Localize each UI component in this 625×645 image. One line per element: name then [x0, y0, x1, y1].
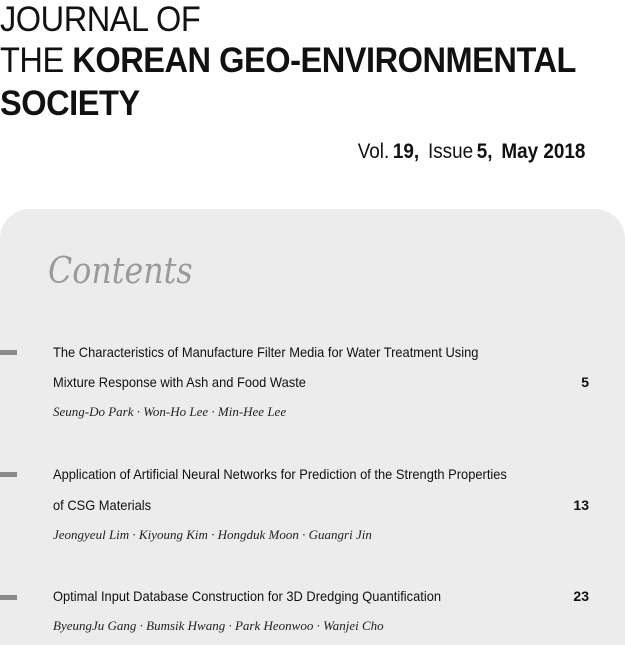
toc-authors: Jeongyeul Lim · Kiyoung Kim · Hongduk Moon · Guangri Jin — [53, 527, 372, 542]
toc-title-line-1: The Characteristics of Manufacture Filter Media for Water Treatment Using — [53, 344, 479, 360]
issue-date: May 2018 — [501, 140, 586, 163]
toc-authors: Seung-Do Park · Won-Ho Lee · Min-Hee Lee — [53, 404, 287, 419]
toc-page-number: 5 — [581, 374, 589, 390]
toc-page-number: 13 — [573, 497, 589, 513]
toc-authors: ByeungJu Gang · Bumsik Hwang · Park Heonwoo · Wanjei Cho — [53, 618, 384, 633]
toc-page-number: 23 — [573, 588, 589, 604]
toc-bullet-bar — [0, 350, 17, 355]
toc-title-line-2: Mixture Response with Ash and Food Waste — [53, 374, 306, 390]
masthead-line-2-bold: KOREAN GEO-ENVIRONMENTAL — [72, 41, 576, 80]
toc-title-line-1: Application of Artificial Neural Networks for Prediction of the Strength Properties — [53, 466, 507, 482]
masthead-line-2-prefix: THE — [0, 41, 73, 80]
toc-title-line-1: Optimal Input Database Construction for 3D Dredging Quantification — [53, 588, 442, 604]
volume-label: Vol. — [357, 140, 390, 163]
toc-bullet-bar — [0, 595, 17, 600]
masthead-line-2 — [0, 41, 576, 81]
toc-bullet-bar — [0, 472, 17, 477]
volume-value: 19, — [392, 140, 420, 163]
volume-issue-line — [358, 140, 589, 164]
masthead-line-1: JOURNAL OF — [0, 0, 201, 39]
contents-heading: Contents — [48, 251, 193, 292]
issue-value: 5, — [476, 140, 493, 163]
issue-label: Issue — [427, 140, 474, 163]
toc-title-line-2: of CSG Materials — [53, 497, 152, 513]
masthead-line-3: SOCIETY — [0, 84, 140, 123]
